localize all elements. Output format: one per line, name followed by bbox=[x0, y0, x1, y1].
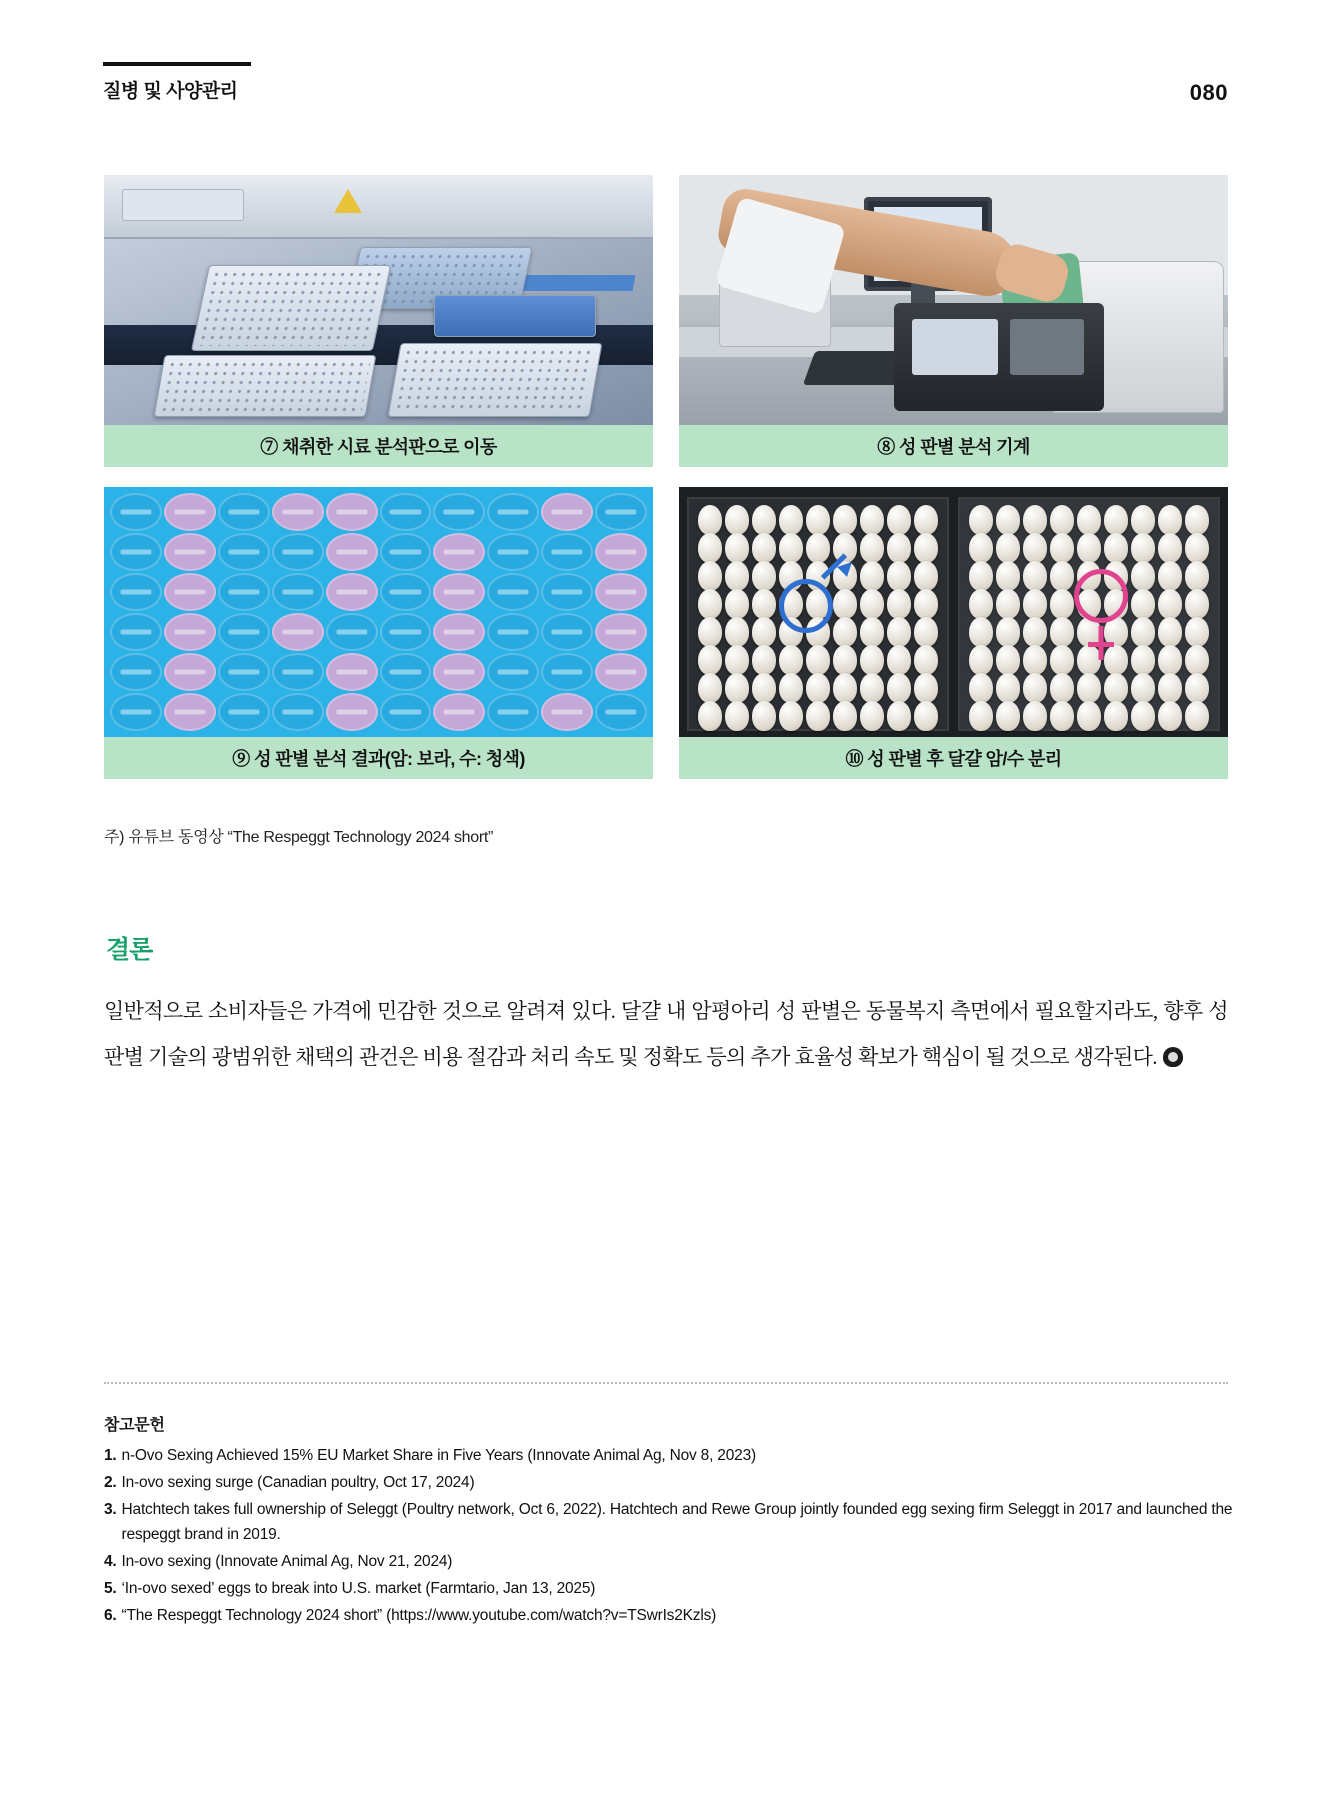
reference-text: ‘In-ovo sexed’ eggs to break into U.S. market (Farmtario, Jan 13, 2025) bbox=[121, 1580, 596, 1597]
egg bbox=[752, 617, 776, 647]
egg bbox=[1185, 589, 1209, 619]
egg bbox=[996, 533, 1020, 563]
egg bbox=[860, 589, 884, 619]
lab-sample-transfer-photo bbox=[104, 175, 653, 425]
egg bbox=[1131, 533, 1155, 563]
well-dot bbox=[218, 613, 270, 651]
egg bbox=[1023, 645, 1047, 675]
well-dot bbox=[380, 613, 432, 651]
egg bbox=[1158, 561, 1182, 591]
egg bbox=[1158, 533, 1182, 563]
reference-number: 5. bbox=[104, 1580, 117, 1597]
egg bbox=[860, 533, 884, 563]
egg bbox=[1050, 505, 1074, 535]
egg bbox=[1185, 645, 1209, 675]
well-dot bbox=[272, 493, 324, 531]
egg bbox=[725, 701, 749, 731]
reference-text: In-ovo sexing (Innovate Animal Ag, Nov 21, 2024) bbox=[121, 1553, 453, 1570]
reference-text: Hatchtech takes full ownership of Seleggt (Poultry network, Oct 6, 2022). Hatchtech and Rewe Group jointly founded egg sexing firm Seleggt in 2017 and launched the respeggt brand in 2019. bbox=[121, 1501, 1233, 1543]
well-dot bbox=[164, 573, 216, 611]
egg bbox=[1023, 673, 1047, 703]
well-dot bbox=[110, 573, 162, 611]
egg-row bbox=[689, 701, 947, 727]
egg bbox=[969, 505, 993, 535]
egg bbox=[698, 645, 722, 675]
egg bbox=[969, 561, 993, 591]
egg bbox=[1050, 533, 1074, 563]
egg-row bbox=[960, 617, 1218, 643]
reference-item bbox=[104, 1443, 1244, 1468]
egg bbox=[887, 533, 911, 563]
egg bbox=[725, 617, 749, 647]
reference-number: 2. bbox=[104, 1474, 117, 1491]
egg bbox=[1158, 505, 1182, 535]
well-dot bbox=[433, 693, 485, 731]
page-number: 080 bbox=[1189, 80, 1228, 105]
well-dot bbox=[433, 493, 485, 531]
well-dot bbox=[326, 493, 378, 531]
egg bbox=[969, 645, 993, 675]
well-dot bbox=[272, 653, 324, 691]
figure-7 bbox=[104, 175, 653, 467]
egg bbox=[914, 589, 938, 619]
egg bbox=[1050, 589, 1074, 619]
reference-item bbox=[104, 1549, 1244, 1574]
egg bbox=[1131, 561, 1155, 591]
egg bbox=[1185, 701, 1209, 731]
references-heading: 참고문헌 bbox=[104, 1417, 165, 1434]
well-dot bbox=[110, 493, 162, 531]
egg bbox=[914, 505, 938, 535]
well-dot bbox=[326, 533, 378, 571]
egg bbox=[752, 701, 776, 731]
egg bbox=[914, 617, 938, 647]
egg bbox=[833, 505, 857, 535]
egg bbox=[725, 533, 749, 563]
egg bbox=[833, 617, 857, 647]
egg bbox=[887, 589, 911, 619]
well-dot bbox=[595, 533, 647, 571]
egg bbox=[1077, 505, 1101, 535]
egg bbox=[725, 589, 749, 619]
egg bbox=[752, 533, 776, 563]
egg bbox=[1185, 561, 1209, 591]
egg bbox=[1131, 645, 1155, 675]
egg bbox=[752, 561, 776, 591]
well-dot bbox=[541, 693, 593, 731]
egg-row bbox=[689, 533, 947, 559]
conclusion-body bbox=[104, 988, 1228, 1080]
well-dot bbox=[487, 493, 539, 531]
well-dot bbox=[487, 653, 539, 691]
well-dot bbox=[164, 493, 216, 531]
well-dot bbox=[218, 533, 270, 571]
egg bbox=[725, 505, 749, 535]
egg bbox=[725, 673, 749, 703]
female-symbol-icon bbox=[1074, 569, 1128, 623]
egg bbox=[887, 505, 911, 535]
figure-10 bbox=[679, 487, 1228, 779]
egg bbox=[860, 645, 884, 675]
egg bbox=[996, 505, 1020, 535]
egg bbox=[698, 589, 722, 619]
egg bbox=[1077, 701, 1101, 731]
well-dot bbox=[164, 653, 216, 691]
egg bbox=[887, 645, 911, 675]
egg bbox=[887, 617, 911, 647]
egg bbox=[698, 561, 722, 591]
well-dot bbox=[218, 653, 270, 691]
egg bbox=[969, 533, 993, 563]
egg bbox=[860, 701, 884, 731]
well-dot bbox=[433, 613, 485, 651]
egg bbox=[1077, 533, 1101, 563]
egg-row bbox=[689, 673, 947, 699]
well-dot bbox=[218, 493, 270, 531]
egg bbox=[996, 673, 1020, 703]
footer-divider bbox=[104, 1382, 1228, 1384]
reference-text: “The Respeggt Technology 2024 short” (https://www.youtube.com/watch?v=TSwrIs2Kzls) bbox=[121, 1607, 717, 1624]
egg bbox=[752, 505, 776, 535]
reference-number: 4. bbox=[104, 1553, 117, 1570]
reference-item bbox=[104, 1470, 1244, 1495]
egg bbox=[1104, 701, 1128, 731]
well-dot bbox=[595, 653, 647, 691]
egg bbox=[914, 673, 938, 703]
egg bbox=[1185, 533, 1209, 563]
egg bbox=[779, 645, 803, 675]
egg bbox=[1050, 617, 1074, 647]
header-rule bbox=[103, 62, 251, 66]
egg bbox=[1131, 617, 1155, 647]
reference-item bbox=[104, 1497, 1244, 1547]
sex-analysis-machine-photo bbox=[679, 175, 1228, 425]
egg bbox=[752, 673, 776, 703]
reference-item bbox=[104, 1576, 1244, 1601]
well-dot bbox=[541, 533, 593, 571]
egg bbox=[996, 617, 1020, 647]
egg bbox=[1185, 673, 1209, 703]
figure-8-caption: ⑧ 성 판별 분석 기계 bbox=[679, 425, 1228, 467]
egg bbox=[1023, 617, 1047, 647]
egg bbox=[833, 701, 857, 731]
egg bbox=[1050, 701, 1074, 731]
egg bbox=[806, 701, 830, 731]
well-dot bbox=[487, 573, 539, 611]
egg bbox=[1104, 645, 1128, 675]
well-dot bbox=[164, 693, 216, 731]
reference-text: n-Ovo Sexing Achieved 15% EU Market Share in Five Years (Innovate Animal Ag, Nov 8, 2023) bbox=[121, 1447, 756, 1464]
well-dot bbox=[326, 613, 378, 651]
well-dot bbox=[164, 613, 216, 651]
conclusion-heading: 결론 bbox=[106, 936, 153, 964]
figure-source-note: 주) 유튜브 동영상 “The Respeggt Technology 2024 short” bbox=[104, 829, 494, 846]
egg bbox=[1077, 645, 1101, 675]
well-dot bbox=[595, 693, 647, 731]
well-dot bbox=[110, 693, 162, 731]
egg bbox=[1158, 589, 1182, 619]
figure-10-caption: ⑩ 성 판별 후 달걀 암/수 분리 bbox=[679, 737, 1228, 779]
egg-row bbox=[960, 701, 1218, 727]
egg bbox=[887, 561, 911, 591]
egg bbox=[969, 673, 993, 703]
egg bbox=[1104, 673, 1128, 703]
egg bbox=[752, 645, 776, 675]
well-dot bbox=[326, 573, 378, 611]
well-dot bbox=[541, 493, 593, 531]
egg bbox=[698, 617, 722, 647]
egg bbox=[752, 589, 776, 619]
well-dot bbox=[487, 693, 539, 731]
egg bbox=[1131, 505, 1155, 535]
egg bbox=[698, 701, 722, 731]
egg bbox=[1077, 673, 1101, 703]
well-dot bbox=[541, 653, 593, 691]
egg bbox=[698, 533, 722, 563]
egg bbox=[969, 589, 993, 619]
egg bbox=[860, 617, 884, 647]
well-dot bbox=[218, 573, 270, 611]
well-dot bbox=[541, 573, 593, 611]
egg-row bbox=[960, 533, 1218, 559]
egg bbox=[1023, 561, 1047, 591]
egg bbox=[806, 505, 830, 535]
egg bbox=[1050, 673, 1074, 703]
well-dot bbox=[380, 653, 432, 691]
egg bbox=[1104, 533, 1128, 563]
egg bbox=[725, 561, 749, 591]
figure-7-caption: ⑦ 채취한 시료 분석판으로 이동 bbox=[104, 425, 653, 467]
egg bbox=[1023, 701, 1047, 731]
egg bbox=[833, 645, 857, 675]
egg bbox=[1158, 701, 1182, 731]
well-dot bbox=[487, 613, 539, 651]
figure-9-caption: ⑨ 성 판별 분석 결과(암: 보라, 수: 청색) bbox=[104, 737, 653, 779]
egg bbox=[833, 589, 857, 619]
well-dot bbox=[272, 573, 324, 611]
reference-item bbox=[104, 1603, 1244, 1628]
figure-grid bbox=[104, 175, 1228, 779]
egg bbox=[1104, 505, 1128, 535]
well-dot bbox=[433, 533, 485, 571]
egg bbox=[914, 645, 938, 675]
egg bbox=[833, 673, 857, 703]
male-symbol-icon bbox=[779, 579, 833, 633]
well-dot bbox=[541, 613, 593, 651]
egg-row bbox=[689, 645, 947, 671]
egg bbox=[1023, 505, 1047, 535]
well-dot bbox=[272, 693, 324, 731]
figure-9 bbox=[104, 487, 653, 779]
egg bbox=[996, 561, 1020, 591]
well-dot bbox=[433, 653, 485, 691]
well-dot bbox=[433, 573, 485, 611]
egg bbox=[779, 673, 803, 703]
egg bbox=[1131, 701, 1155, 731]
egg bbox=[914, 701, 938, 731]
reference-text: In-ovo sexing surge (Canadian poultry, Oct 17, 2024) bbox=[121, 1474, 475, 1491]
egg-separation-photo bbox=[679, 487, 1228, 737]
egg bbox=[1131, 673, 1155, 703]
well-dot bbox=[380, 493, 432, 531]
egg bbox=[779, 533, 803, 563]
egg bbox=[698, 505, 722, 535]
well-dot bbox=[110, 653, 162, 691]
egg bbox=[779, 505, 803, 535]
well-dot bbox=[487, 533, 539, 571]
egg bbox=[1185, 505, 1209, 535]
well-dot bbox=[380, 533, 432, 571]
well-dot bbox=[326, 653, 378, 691]
page-category-title: 질병 및 사양관리 bbox=[103, 81, 238, 102]
egg bbox=[996, 589, 1020, 619]
egg bbox=[806, 673, 830, 703]
egg bbox=[1158, 673, 1182, 703]
well-dot bbox=[380, 573, 432, 611]
egg bbox=[725, 645, 749, 675]
reference-number: 1. bbox=[104, 1447, 117, 1464]
egg bbox=[887, 701, 911, 731]
end-mark-icon bbox=[1163, 1047, 1183, 1067]
well-dot bbox=[110, 533, 162, 571]
egg bbox=[996, 645, 1020, 675]
egg bbox=[996, 701, 1020, 731]
egg bbox=[1131, 589, 1155, 619]
well-dot bbox=[595, 493, 647, 531]
figure-8 bbox=[679, 175, 1228, 467]
egg bbox=[779, 701, 803, 731]
well-dot bbox=[110, 613, 162, 651]
egg bbox=[1050, 561, 1074, 591]
egg bbox=[860, 561, 884, 591]
egg bbox=[1158, 645, 1182, 675]
well-dot bbox=[272, 613, 324, 651]
reference-number: 3. bbox=[104, 1501, 117, 1518]
references-section bbox=[104, 1412, 1244, 1630]
egg bbox=[860, 673, 884, 703]
reference-number: 6. bbox=[104, 1607, 117, 1624]
egg bbox=[860, 505, 884, 535]
egg bbox=[806, 645, 830, 675]
egg bbox=[914, 561, 938, 591]
egg bbox=[698, 673, 722, 703]
well-dot bbox=[380, 693, 432, 731]
egg-row bbox=[960, 505, 1218, 531]
egg-row bbox=[960, 673, 1218, 699]
egg-row bbox=[689, 505, 947, 531]
well-dot bbox=[218, 693, 270, 731]
well-dot bbox=[272, 533, 324, 571]
egg bbox=[1158, 617, 1182, 647]
page-header bbox=[103, 62, 1228, 103]
egg bbox=[914, 533, 938, 563]
egg bbox=[806, 533, 830, 563]
conclusion-body-text: 일반적으로 소비자들은 가격에 민감한 것으로 알려져 있다. 달걀 내 암평아리 성 판별은 동물복지 측면에서 필요할지라도, 향후 성 판별 기술의 광범위한 채택의 관건은 비용 절감과 처리 속도 및 정확도 등의 추가 효율성 확보가 핵심이 될 것으로 생각된다. bbox=[104, 999, 1228, 1069]
egg bbox=[1023, 589, 1047, 619]
egg bbox=[1050, 645, 1074, 675]
well-dot bbox=[595, 573, 647, 611]
egg-row bbox=[960, 645, 1218, 671]
egg bbox=[969, 617, 993, 647]
well-dot bbox=[595, 613, 647, 651]
egg bbox=[969, 701, 993, 731]
egg bbox=[1023, 533, 1047, 563]
well-dot bbox=[326, 693, 378, 731]
well-dot bbox=[164, 533, 216, 571]
sex-analysis-result-plate-photo bbox=[104, 487, 653, 737]
egg bbox=[1185, 617, 1209, 647]
egg bbox=[887, 673, 911, 703]
